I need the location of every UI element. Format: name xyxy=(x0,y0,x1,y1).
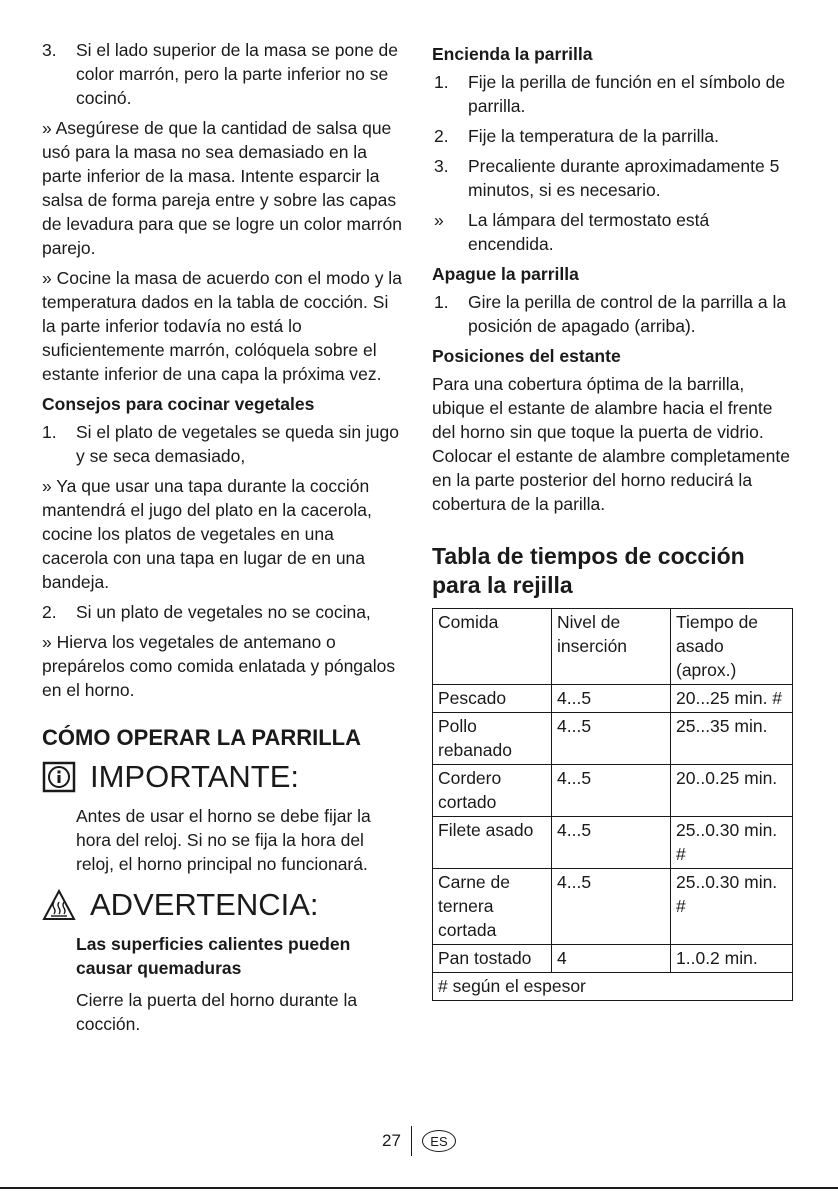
table-cell: 20..0.25 min. xyxy=(671,765,793,817)
table-cell: 25..0.30 min. # xyxy=(671,869,793,945)
page-number: 27 xyxy=(382,1131,401,1150)
table-row xyxy=(433,869,793,945)
table-cell: 4...5 xyxy=(552,685,671,713)
list-item: 1. Si el plato de vegetales se queda sin jugo y se seca demasiado, xyxy=(42,422,400,466)
table-row xyxy=(433,945,793,973)
table-cell: 4...5 xyxy=(552,765,671,817)
table-cell: 4 xyxy=(552,945,671,973)
section-heading: Encienda la parrilla xyxy=(432,44,593,64)
note-text: » Cocine la masa de acuerdo con el modo y la temperatura dados en la tabla de cocción. Si la parte inferior todavía no está lo suficientemente marrón, colóquela sobre el estante inferior de una capa la próxima vez. xyxy=(42,268,402,384)
section-title: CÓMO OPERAR LA PARRILLA xyxy=(42,725,361,750)
section-heading: Apague la parrilla xyxy=(432,264,579,284)
table-row xyxy=(433,713,793,765)
right-column xyxy=(432,38,794,1001)
table-header-cell: Tiempo de asado (aprox.) xyxy=(671,609,793,685)
table-row xyxy=(433,817,793,869)
table-cell: Carne de ternera cortada xyxy=(433,869,552,945)
table-cell: Pollo rebanado xyxy=(433,713,552,765)
table-cell: 4...5 xyxy=(552,869,671,945)
section-heading: Consejos para cocinar vegetales xyxy=(42,394,315,414)
footer-divider xyxy=(411,1126,412,1156)
info-icon xyxy=(42,760,76,794)
list-item: 3. Si el lado superior de la masa se pone de color marrón, pero la parte inferior no se cocinó. xyxy=(42,40,399,108)
table-cell: Pan tostado xyxy=(433,945,552,973)
section-heading: Posiciones del estante xyxy=(432,346,621,366)
table-header-cell: Nivel de inserción xyxy=(552,609,671,685)
table-cell: 25..0.30 min. # xyxy=(671,817,793,869)
list-item: 1. Fije la perilla de función en el símbolo de parrilla. xyxy=(434,72,786,116)
important-text: Antes de usar el horno se debe fijar la hora del reloj. Si no se fija la hora del reloj, el horno principal no funcionará. xyxy=(76,806,371,874)
table-cell: 25...35 min. xyxy=(671,713,793,765)
table-header-row xyxy=(433,609,793,685)
language-badge: ES xyxy=(422,1130,456,1152)
page-footer xyxy=(0,1126,838,1156)
left-column xyxy=(42,38,404,1042)
table-footnote: # según el espesor xyxy=(433,973,793,1001)
note-text: » Ya que usar una tapa durante la cocción mantendrá el jugo del plato en la cacerola, cocine los platos de vegetales en una cacerola con una tapa en lugar de en una bandeja. xyxy=(42,476,372,592)
list-item: 2. Fije la temperatura de la parrilla. xyxy=(434,126,719,146)
note-text: » Asegúrese de que la cantidad de salsa que usó para la masa no sea demasiado en la parte inferior de la masa. Intente esparcir la salsa de forma pareja entre y sobre las capas de levadura para que se logre un color marrón parejo. xyxy=(42,118,402,258)
important-heading: IMPORTANTE: xyxy=(42,758,404,796)
table-cell: 4...5 xyxy=(552,713,671,765)
table-cell: 4...5 xyxy=(552,817,671,869)
table-title: Tabla de tiempos de cocción para la rejilla xyxy=(432,543,745,598)
table-footnote-row xyxy=(433,973,793,1001)
note-text: » Hierva los vegetales de antemano o prepárelos como comida enlatada y póngalos en el horno. xyxy=(42,632,396,700)
rack-text: Para una cobertura óptima de la barrilla, ubique el estante de alambre hacia el frente del horno sin que toque la puerta de vidrio. Colocar el estante de alambre completamente en la parte posterior del horno reducirá la cobertura de la parilla. xyxy=(432,374,790,514)
list-item: 3. Precaliente durante aproximadamente 5 minutos, si es necesario. xyxy=(434,156,780,200)
hot-surface-warning-icon xyxy=(42,888,76,922)
bottom-rule xyxy=(0,1187,838,1189)
list-item: » La lámpara del termostato está encendida. xyxy=(434,210,710,254)
table-cell: Filete asado xyxy=(433,817,552,869)
warning-heading: ADVERTENCIA: xyxy=(42,886,404,924)
table-cell: 20...25 min. # xyxy=(671,685,793,713)
table-row xyxy=(433,765,793,817)
table-cell: 1..0.2 min. xyxy=(671,945,793,973)
table-cell: Cordero cortado xyxy=(433,765,552,817)
warning-text: Cierre la puerta del horno durante la cocción. xyxy=(76,990,358,1034)
list-item: 1. Gire la perilla de control de la parrilla a la posición de apagado (arriba). xyxy=(434,292,787,336)
table-header-cell: Comida xyxy=(433,609,552,685)
grill-times-table xyxy=(432,608,793,1001)
warning-subheading: Las superficies calientes pueden causar quemaduras xyxy=(76,934,351,978)
list-item: 2. Si un plato de vegetales no se cocina, xyxy=(42,602,371,622)
table-cell: Pescado xyxy=(433,685,552,713)
table-row xyxy=(433,685,793,713)
